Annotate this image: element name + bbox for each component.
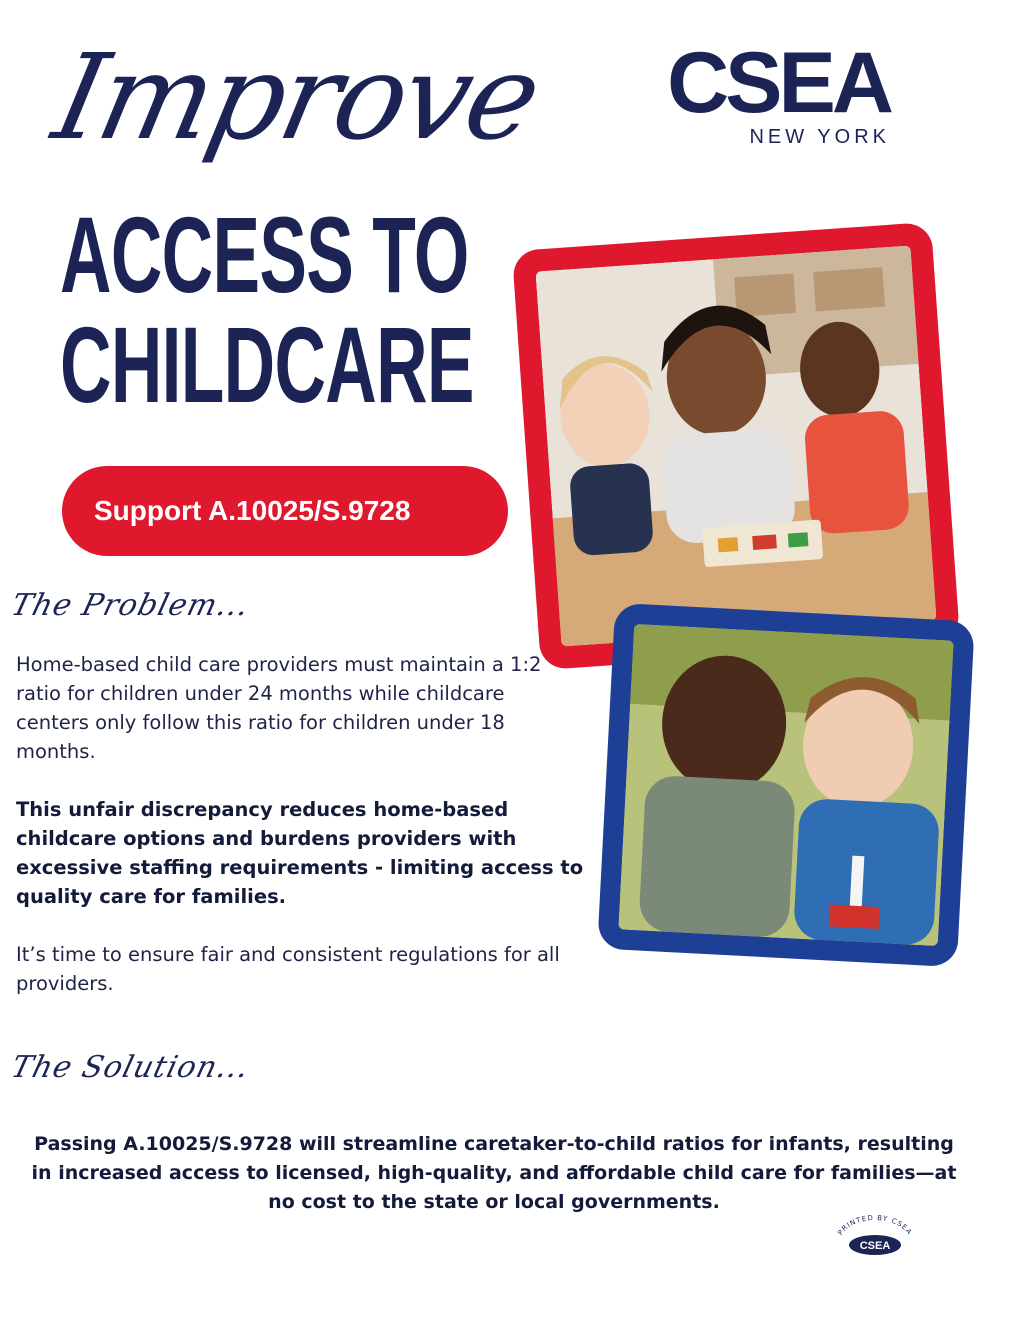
solution-paragraph: Passing A.10025/S.9728 will streamline caretaker-to-child ratios for infants, resulting in increased access to licensed, high-quality, and affordable child care for families—at no cost to the state or local governments. bbox=[31, 1133, 957, 1213]
problem-heading: The Problem... bbox=[7, 588, 254, 623]
headline-script-word: Improve bbox=[43, 28, 550, 166]
problem-paragraph-2: This unfair discrepancy reduces home-based childcare options and burdens providers with excessive staffing requirements - limiting access to quality care for families. bbox=[16, 798, 584, 908]
logo-subtitle: NEW YORK bbox=[749, 126, 890, 148]
seal-arc-text: PRINTED BY CSEA bbox=[836, 1213, 914, 1237]
svg-text:PRINTED BY CSEA bbox=[836, 1214, 913, 1237]
support-bill-badge: Support A.10025/S.9728 bbox=[62, 466, 508, 556]
headline-title-line-1: ACCESS TO bbox=[60, 194, 469, 315]
seal-mark: CSEA bbox=[859, 1240, 891, 1252]
printed-by-csea-seal bbox=[830, 1212, 920, 1262]
logo-mark: CSEA bbox=[667, 35, 890, 131]
photo-illustration-2 bbox=[618, 624, 954, 946]
photo-two-boys bbox=[597, 603, 975, 967]
photo-illustration-1 bbox=[535, 245, 936, 646]
csea-logo bbox=[650, 35, 890, 149]
headline-title-line-2: CHILDCARE bbox=[60, 304, 474, 425]
solution-heading: The Solution... bbox=[7, 1050, 254, 1085]
problem-paragraph-3: It’s time to ensure fair and consistent regulations for all providers. bbox=[16, 943, 560, 995]
photo-teacher-with-children bbox=[512, 222, 960, 670]
headline-title bbox=[60, 194, 474, 425]
problem-paragraph-1: Home-based child care providers must maintain a 1:2 ratio for children under 24 months while childcare centers only follow this ratio for children under 18 months. bbox=[16, 653, 542, 763]
